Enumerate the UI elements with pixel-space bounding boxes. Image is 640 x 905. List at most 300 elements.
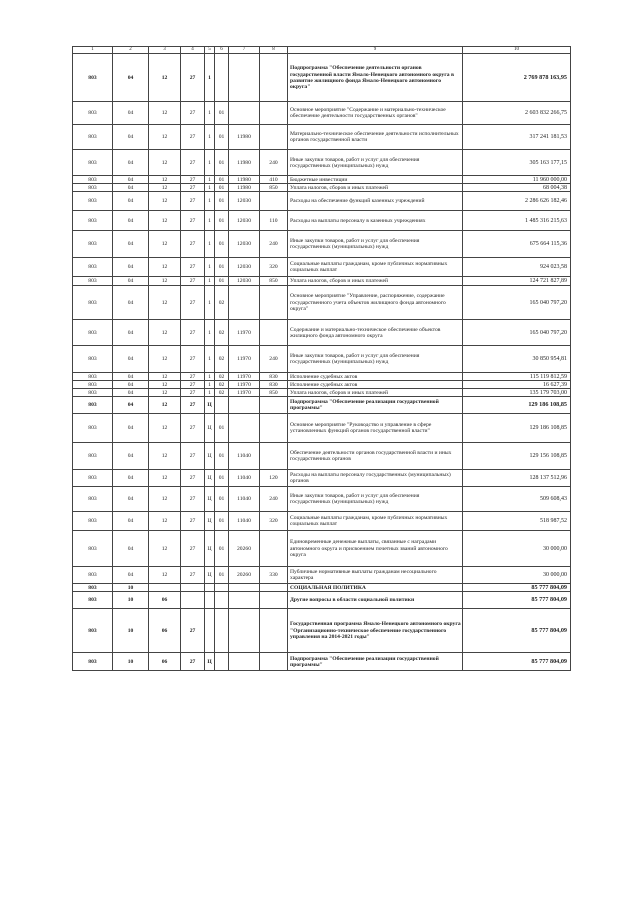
- subprogram-code-cell: 1: [205, 192, 215, 211]
- section-code-cell: 04: [113, 286, 149, 320]
- subsection-code-cell: 12: [149, 192, 181, 211]
- amount-cell: 2 603 832 266,75: [463, 102, 571, 125]
- program-code-cell: 27: [181, 231, 205, 258]
- column-number-cell: 2: [113, 47, 149, 54]
- activity-code-cell: 02: [215, 381, 229, 389]
- subprogram-code-cell: Ц: [205, 443, 215, 470]
- table-row: [73, 192, 571, 211]
- subsection-code-cell: 12: [149, 320, 181, 346]
- description-cell: Социальные выплаты гражданам, кроме публичных нормативных социальных выплат: [288, 512, 463, 531]
- column-number-cell: 8: [260, 47, 288, 54]
- amount-cell: 135 179 703,00: [463, 389, 571, 397]
- subprogram-code-cell: Ц: [205, 470, 215, 487]
- description-cell: Уплата налогов, сборов и иных платежей: [288, 389, 463, 397]
- activity-code-cell: [215, 54, 229, 102]
- ministry-code-cell: 803: [73, 592, 113, 609]
- program-code-cell: 27: [181, 346, 205, 373]
- ministry-code-cell: 803: [73, 346, 113, 373]
- direction-code-cell: 11970: [229, 373, 260, 381]
- program-code-cell: 27: [181, 125, 205, 150]
- program-code-cell: 27: [181, 102, 205, 125]
- subprogram-code-cell: Ц: [205, 414, 215, 443]
- expense-type-cell: [260, 609, 288, 653]
- section-code-cell: 04: [113, 192, 149, 211]
- subsection-code-cell: 06: [149, 653, 181, 671]
- description-cell: Уплата налогов, сборов и иных платежей: [288, 277, 463, 286]
- amount-cell: 85 777 804,09: [463, 609, 571, 653]
- program-code-cell: 27: [181, 487, 205, 512]
- program-code-cell: 27: [181, 531, 205, 567]
- ministry-code-cell: 803: [73, 211, 113, 231]
- program-code-cell: [181, 592, 205, 609]
- table-row: [73, 414, 571, 443]
- subprogram-code-cell: 1: [205, 286, 215, 320]
- expense-type-cell: 110: [260, 211, 288, 231]
- expense-type-cell: [260, 584, 288, 592]
- section-code-cell: 04: [113, 470, 149, 487]
- section-code-cell: 04: [113, 258, 149, 277]
- subsection-code-cell: 12: [149, 414, 181, 443]
- amount-cell: 30 850 954,81: [463, 346, 571, 373]
- table-row: [73, 653, 571, 671]
- expense-type-cell: 830: [260, 381, 288, 389]
- subprogram-code-cell: 1: [205, 231, 215, 258]
- amount-cell: 85 777 804,09: [463, 592, 571, 609]
- amount-cell: 124 721 827,89: [463, 277, 571, 286]
- section-code-cell: 04: [113, 567, 149, 584]
- activity-code-cell: 01: [215, 414, 229, 443]
- direction-code-cell: 11980: [229, 176, 260, 184]
- amount-cell: 16 627,39: [463, 381, 571, 389]
- description-cell: СОЦИАЛЬНАЯ ПОЛИТИКА: [288, 584, 463, 592]
- activity-code-cell: 01: [215, 150, 229, 176]
- subsection-code-cell: 12: [149, 531, 181, 567]
- program-code-cell: 27: [181, 211, 205, 231]
- direction-code-cell: 12030: [229, 192, 260, 211]
- expense-type-cell: 120: [260, 470, 288, 487]
- subsection-code-cell: 12: [149, 397, 181, 414]
- subsection-code-cell: 12: [149, 470, 181, 487]
- subsection-code-cell: 12: [149, 487, 181, 512]
- direction-code-cell: 11040: [229, 443, 260, 470]
- section-code-cell: 10: [113, 592, 149, 609]
- subprogram-code-cell: 1: [205, 320, 215, 346]
- subprogram-code-cell: 1: [205, 54, 215, 102]
- ministry-code-cell: 803: [73, 125, 113, 150]
- table-row: [73, 373, 571, 381]
- program-code-cell: 27: [181, 381, 205, 389]
- expense-type-cell: [260, 125, 288, 150]
- section-code-cell: 04: [113, 176, 149, 184]
- subsection-code-cell: 12: [149, 150, 181, 176]
- activity-code-cell: 01: [215, 102, 229, 125]
- expense-type-cell: [260, 397, 288, 414]
- subsection-code-cell: 06: [149, 609, 181, 653]
- direction-code-cell: 11970: [229, 346, 260, 373]
- subsection-code-cell: 12: [149, 373, 181, 381]
- column-number-cell: 10: [463, 47, 571, 54]
- activity-code-cell: [215, 592, 229, 609]
- table-row: [73, 211, 571, 231]
- table-row: [73, 584, 571, 592]
- table-row: [73, 381, 571, 389]
- section-code-cell: 04: [113, 150, 149, 176]
- subprogram-code-cell: 1: [205, 381, 215, 389]
- amount-cell: 2 769 878 163,95: [463, 54, 571, 102]
- expense-type-cell: 240: [260, 346, 288, 373]
- table-row: [73, 125, 571, 150]
- activity-code-cell: 01: [215, 176, 229, 184]
- subsection-code-cell: 12: [149, 277, 181, 286]
- section-code-cell: 04: [113, 512, 149, 531]
- program-code-cell: 27: [181, 373, 205, 381]
- amount-cell: 85 777 804,09: [463, 653, 571, 671]
- description-cell: Иные закупки товаров, работ и услуг для обеспечения государственных (муниципальных) нужд: [288, 487, 463, 512]
- description-cell: Другие вопросы в области социальной политики: [288, 592, 463, 609]
- activity-code-cell: [215, 653, 229, 671]
- program-code-cell: 27: [181, 150, 205, 176]
- amount-cell: 30 000,00: [463, 531, 571, 567]
- table-row: [73, 102, 571, 125]
- subsection-code-cell: 12: [149, 184, 181, 192]
- table-row: [73, 389, 571, 397]
- subprogram-code-cell: [205, 592, 215, 609]
- amount-cell: 518 987,52: [463, 512, 571, 531]
- description-cell: Подпрограмма "Обеспечение деятельности органов государственной власти Ямало-Ненецкого автономного округа в развитие жилищного фонда Ямало-Ненецкого автономного округа": [288, 54, 463, 102]
- direction-code-cell: 12030: [229, 231, 260, 258]
- section-code-cell: 04: [113, 320, 149, 346]
- direction-code-cell: [229, 286, 260, 320]
- direction-code-cell: [229, 102, 260, 125]
- section-code-cell: 04: [113, 54, 149, 102]
- ministry-code-cell: 803: [73, 397, 113, 414]
- ministry-code-cell: 803: [73, 470, 113, 487]
- table-row: [73, 176, 571, 184]
- subsection-code-cell: 12: [149, 125, 181, 150]
- section-code-cell: 04: [113, 211, 149, 231]
- subprogram-code-cell: 1: [205, 373, 215, 381]
- ministry-code-cell: 803: [73, 373, 113, 381]
- activity-code-cell: 01: [215, 470, 229, 487]
- subprogram-code-cell: [205, 584, 215, 592]
- activity-code-cell: 02: [215, 286, 229, 320]
- ministry-code-cell: 803: [73, 567, 113, 584]
- table-row: [73, 258, 571, 277]
- description-cell: Обеспечение деятельности органов государственной власти и иных государственных органов: [288, 443, 463, 470]
- description-cell: Содержание и материально-техническое обеспечение объектов жилищного фонда автономного округа: [288, 320, 463, 346]
- ministry-code-cell: 803: [73, 286, 113, 320]
- expense-type-cell: [260, 286, 288, 320]
- expense-type-cell: 320: [260, 512, 288, 531]
- direction-code-cell: 11040: [229, 487, 260, 512]
- subprogram-code-cell: 1: [205, 102, 215, 125]
- ministry-code-cell: 803: [73, 258, 113, 277]
- program-code-cell: 27: [181, 192, 205, 211]
- program-code-cell: 27: [181, 470, 205, 487]
- amount-cell: 924 023,58: [463, 258, 571, 277]
- section-code-cell: 04: [113, 397, 149, 414]
- activity-code-cell: 01: [215, 487, 229, 512]
- table-row: [73, 320, 571, 346]
- amount-cell: 68 004,38: [463, 184, 571, 192]
- expense-type-cell: [260, 414, 288, 443]
- subprogram-code-cell: 1: [205, 184, 215, 192]
- amount-cell: 2 286 626 182,46: [463, 192, 571, 211]
- subprogram-code-cell: Ц: [205, 567, 215, 584]
- table-row: [73, 567, 571, 584]
- direction-code-cell: [229, 653, 260, 671]
- section-code-cell: 04: [113, 531, 149, 567]
- program-code-cell: 27: [181, 609, 205, 653]
- direction-code-cell: [229, 609, 260, 653]
- direction-code-cell: 20260: [229, 567, 260, 584]
- ministry-code-cell: 803: [73, 584, 113, 592]
- expense-type-cell: 850: [260, 184, 288, 192]
- direction-code-cell: 12030: [229, 277, 260, 286]
- column-number-cell: 3: [149, 47, 181, 54]
- table-row: [73, 443, 571, 470]
- section-code-cell: 04: [113, 373, 149, 381]
- subprogram-code-cell: 1: [205, 211, 215, 231]
- subprogram-code-cell: 1: [205, 346, 215, 373]
- expense-type-cell: [260, 653, 288, 671]
- amount-cell: 675 664 115,36: [463, 231, 571, 258]
- column-number-cell: 5: [205, 47, 215, 54]
- section-code-cell: 04: [113, 102, 149, 125]
- subsection-code-cell: 12: [149, 102, 181, 125]
- column-number-cell: 4: [181, 47, 205, 54]
- column-number-cell: 6: [215, 47, 229, 54]
- program-code-cell: 27: [181, 258, 205, 277]
- expense-type-cell: [260, 192, 288, 211]
- table-row: [73, 531, 571, 567]
- program-code-cell: 27: [181, 286, 205, 320]
- ministry-code-cell: 803: [73, 414, 113, 443]
- description-cell: Расходы на выплаты персоналу в казенных учреждениях: [288, 211, 463, 231]
- activity-code-cell: 01: [215, 531, 229, 567]
- amount-cell: 129 156 108,85: [463, 443, 571, 470]
- activity-code-cell: 02: [215, 346, 229, 373]
- description-cell: Иные закупки товаров, работ и услуг для обеспечения государственных (муниципальных) нужд: [288, 346, 463, 373]
- description-cell: Расходы на обеспечение функций казенных учреждений: [288, 192, 463, 211]
- expense-type-cell: 240: [260, 150, 288, 176]
- activity-code-cell: 01: [215, 258, 229, 277]
- ministry-code-cell: 803: [73, 102, 113, 125]
- ministry-code-cell: 803: [73, 184, 113, 192]
- table-row: [73, 54, 571, 102]
- subsection-code-cell: 12: [149, 211, 181, 231]
- section-code-cell: 10: [113, 584, 149, 592]
- activity-code-cell: 01: [215, 192, 229, 211]
- description-cell: Исполнение судебных актов: [288, 373, 463, 381]
- expense-type-cell: 330: [260, 567, 288, 584]
- activity-code-cell: 01: [215, 443, 229, 470]
- table-row: [73, 397, 571, 414]
- subsection-code-cell: 12: [149, 389, 181, 397]
- direction-code-cell: 11040: [229, 470, 260, 487]
- subprogram-code-cell: [205, 609, 215, 653]
- activity-code-cell: 01: [215, 512, 229, 531]
- subsection-code-cell: 12: [149, 54, 181, 102]
- subprogram-code-cell: 1: [205, 176, 215, 184]
- column-number-row: [73, 47, 571, 54]
- program-code-cell: 27: [181, 443, 205, 470]
- description-cell: Публичные нормативные выплаты гражданам несоциального характера: [288, 567, 463, 584]
- ministry-code-cell: 803: [73, 277, 113, 286]
- section-code-cell: 04: [113, 381, 149, 389]
- expense-type-cell: [260, 320, 288, 346]
- direction-code-cell: 11970: [229, 320, 260, 346]
- amount-cell: 509 608,43: [463, 487, 571, 512]
- section-code-cell: 04: [113, 277, 149, 286]
- description-cell: Основное мероприятие "Руководство и управление в сфере установленных функций органов государственной власти": [288, 414, 463, 443]
- direction-code-cell: 12030: [229, 211, 260, 231]
- ministry-code-cell: 803: [73, 389, 113, 397]
- subsection-code-cell: 12: [149, 381, 181, 389]
- ministry-code-cell: 803: [73, 531, 113, 567]
- amount-cell: 317 241 181,53: [463, 125, 571, 150]
- direction-code-cell: 11980: [229, 150, 260, 176]
- direction-code-cell: 11970: [229, 389, 260, 397]
- description-cell: Материально-техническое обеспечение деятельности исполнительных органов государственной власти: [288, 125, 463, 150]
- direction-code-cell: [229, 414, 260, 443]
- subprogram-code-cell: 1: [205, 125, 215, 150]
- budget-table-page: [72, 46, 570, 671]
- description-cell: Бюджетные инвестиции: [288, 176, 463, 184]
- activity-code-cell: [215, 397, 229, 414]
- ministry-code-cell: 803: [73, 381, 113, 389]
- direction-code-cell: 11970: [229, 381, 260, 389]
- amount-cell: 128 137 512,96: [463, 470, 571, 487]
- table-row: [73, 150, 571, 176]
- activity-code-cell: 02: [215, 320, 229, 346]
- table-row: [73, 487, 571, 512]
- direction-code-cell: 11040: [229, 512, 260, 531]
- program-code-cell: [181, 584, 205, 592]
- direction-code-cell: 20260: [229, 531, 260, 567]
- amount-cell: 11 960 000,00: [463, 176, 571, 184]
- direction-code-cell: [229, 54, 260, 102]
- subsection-code-cell: 12: [149, 346, 181, 373]
- subprogram-code-cell: 1: [205, 277, 215, 286]
- description-cell: Подпрограмма "Обеспечение реализации государственной программы": [288, 397, 463, 414]
- column-number-cell: 1: [73, 47, 113, 54]
- ministry-code-cell: 803: [73, 192, 113, 211]
- section-code-cell: 04: [113, 487, 149, 512]
- amount-cell: 1 485 316 215,63: [463, 211, 571, 231]
- direction-code-cell: [229, 397, 260, 414]
- activity-code-cell: [215, 609, 229, 653]
- table-row: [73, 231, 571, 258]
- budget-table: [72, 46, 571, 671]
- amount-cell: 115 119 812,59: [463, 373, 571, 381]
- ministry-code-cell: 803: [73, 231, 113, 258]
- subprogram-code-cell: Ц: [205, 531, 215, 567]
- activity-code-cell: 02: [215, 389, 229, 397]
- program-code-cell: 27: [181, 653, 205, 671]
- program-code-cell: 27: [181, 414, 205, 443]
- table-row: [73, 346, 571, 373]
- table-row: [73, 470, 571, 487]
- expense-type-cell: 830: [260, 373, 288, 381]
- ministry-code-cell: 803: [73, 320, 113, 346]
- program-code-cell: 27: [181, 184, 205, 192]
- program-code-cell: 27: [181, 512, 205, 531]
- subprogram-code-cell: Ц: [205, 512, 215, 531]
- program-code-cell: 27: [181, 54, 205, 102]
- column-number-cell: 7: [229, 47, 260, 54]
- table-row: [73, 609, 571, 653]
- program-code-cell: 27: [181, 277, 205, 286]
- subsection-code-cell: 12: [149, 512, 181, 531]
- amount-cell: 165 040 797,20: [463, 286, 571, 320]
- section-code-cell: 04: [113, 184, 149, 192]
- description-cell: Уплата налогов, сборов и иных платежей: [288, 184, 463, 192]
- budget-table-body: [73, 47, 571, 671]
- program-code-cell: 27: [181, 320, 205, 346]
- direction-code-cell: 12030: [229, 258, 260, 277]
- section-code-cell: 04: [113, 414, 149, 443]
- activity-code-cell: [215, 584, 229, 592]
- expense-type-cell: 850: [260, 389, 288, 397]
- subsection-code-cell: [149, 584, 181, 592]
- program-code-cell: 27: [181, 567, 205, 584]
- subprogram-code-cell: 1: [205, 258, 215, 277]
- table-row: [73, 184, 571, 192]
- expense-type-cell: [260, 592, 288, 609]
- direction-code-cell: 11980: [229, 125, 260, 150]
- activity-code-cell: 01: [215, 567, 229, 584]
- expense-type-cell: 850: [260, 277, 288, 286]
- expense-type-cell: [260, 443, 288, 470]
- expense-type-cell: [260, 531, 288, 567]
- direction-code-cell: [229, 592, 260, 609]
- expense-type-cell: [260, 54, 288, 102]
- amount-cell: 165 040 797,20: [463, 320, 571, 346]
- subsection-code-cell: 12: [149, 567, 181, 584]
- ministry-code-cell: 803: [73, 609, 113, 653]
- ministry-code-cell: 803: [73, 653, 113, 671]
- description-cell: Государственная программа Ямало-Ненецкого автономного округа "Организационно-техническое обеспечение государственного управления на 2014-2021 годы": [288, 609, 463, 653]
- amount-cell: 85 777 804,09: [463, 584, 571, 592]
- table-row: [73, 512, 571, 531]
- description-cell: Основное мероприятие "Содержание и материально-техническое обеспечение деятельности государственных органов": [288, 102, 463, 125]
- section-code-cell: 04: [113, 125, 149, 150]
- description-cell: Иные закупки товаров, работ и услуг для обеспечения государственных (муниципальных) нужд: [288, 150, 463, 176]
- table-row: [73, 286, 571, 320]
- direction-code-cell: [229, 584, 260, 592]
- direction-code-cell: 11980: [229, 184, 260, 192]
- activity-code-cell: 01: [215, 277, 229, 286]
- subsection-code-cell: 12: [149, 231, 181, 258]
- ministry-code-cell: 803: [73, 487, 113, 512]
- subsection-code-cell: 12: [149, 286, 181, 320]
- description-cell: Исполнение судебных актов: [288, 381, 463, 389]
- section-code-cell: 04: [113, 443, 149, 470]
- activity-code-cell: 02: [215, 373, 229, 381]
- section-code-cell: 04: [113, 346, 149, 373]
- ministry-code-cell: 803: [73, 512, 113, 531]
- column-number-cell: 9: [288, 47, 463, 54]
- section-code-cell: 10: [113, 609, 149, 653]
- amount-cell: 129 186 108,85: [463, 397, 571, 414]
- subprogram-code-cell: Ц: [205, 397, 215, 414]
- description-cell: Расходы на выплаты персоналу государственных (муниципальных) органов: [288, 470, 463, 487]
- subprogram-code-cell: 1: [205, 150, 215, 176]
- program-code-cell: 27: [181, 397, 205, 414]
- subsection-code-cell: 12: [149, 258, 181, 277]
- table-row: [73, 277, 571, 286]
